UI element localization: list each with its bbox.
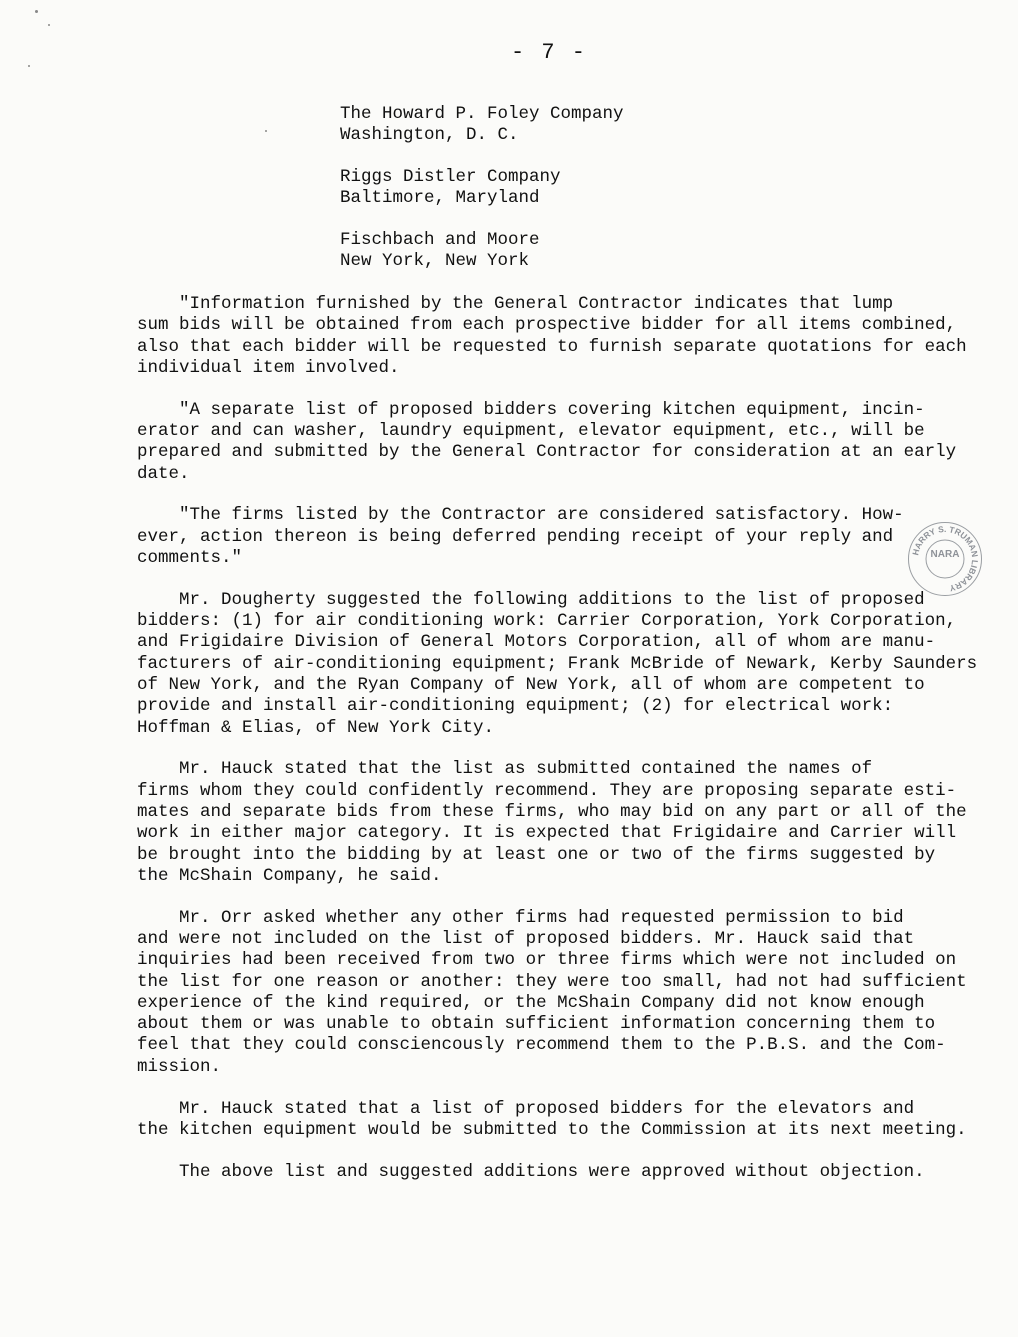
text-line: be brought into the bidding by at least one or two of the firms suggested by: [137, 844, 936, 865]
text-line: erator and can washer, laundry equipment, elevator equipment, etc., will be: [137, 420, 925, 441]
address-company: Riggs Distler Company: [340, 167, 561, 187]
text-line: prepared and submitted by the General Contractor for consideration at an early: [137, 442, 957, 463]
paragraph-separate-list: [137, 400, 967, 485]
text-line: about them or was unable to obtain sufficient information concerning them to: [137, 1014, 936, 1035]
text-line: Mr. Hauck stated that the list as submitted contained the names of: [137, 759, 873, 780]
address-block: [340, 230, 624, 272]
address-company: The Howard P. Foley Company: [340, 104, 624, 124]
text-line: "A separate list of proposed bidders covering kitchen equipment, incin-: [137, 399, 925, 420]
text-line: mission.: [137, 1056, 222, 1077]
text-line: the kitchen equipment would be submitted to the Commission at its next meeting.: [137, 1119, 967, 1140]
text-line: also that each bidder will be requested to furnish separate quotations for each: [137, 336, 967, 357]
text-line: "The firms listed by the Contractor are considered satisfactory. How-: [137, 505, 904, 526]
paragraph-approval: [137, 1162, 967, 1183]
page-number: - 7 -: [510, 40, 587, 65]
paper-speck: [48, 24, 50, 26]
paper-speck: [35, 10, 38, 13]
text-line: provide and install air-conditioning equipment; (2) for electrical work:: [137, 696, 894, 717]
text-line: and were not included on the list of proposed bidders. Mr. Hauck said that: [137, 928, 915, 949]
paragraph-information-furnished: [137, 294, 967, 379]
text-line: Hoffman & Elias, of New York City.: [137, 717, 495, 738]
text-line: facturers of air-conditioning equipment; Frank McBride of Newark, Kerby Saunders: [137, 653, 978, 674]
text-line: "Information furnished by the General Contractor indicates that lump: [137, 294, 894, 314]
text-line: Mr. Orr asked whether any other firms had requested permission to bid: [137, 907, 904, 928]
paragraph-dougherty-additions: [137, 589, 978, 739]
address-block: [340, 104, 624, 146]
stamp-ring-text: HARRY S. TRUMAN LIBRARY: [910, 523, 981, 594]
text-line: Mr. Hauck stated that a list of proposed bidders for the elevators and: [137, 1098, 915, 1119]
text-line: date.: [137, 463, 190, 484]
body-text: [137, 294, 978, 1203]
text-line: of New York, and the Ryan Company of New York, all of whom are competent to: [137, 674, 925, 695]
text-line: and Frigidaire Division of General Motors Corporation, all of whom are manu-: [137, 632, 936, 653]
text-line: comments.": [137, 547, 243, 568]
text-line: inquiries had been received from two or three firms which were not included on: [137, 950, 957, 971]
archive-stamp: [908, 522, 982, 596]
address-company: Fischbach and Moore: [340, 230, 540, 250]
text-line: Mr. Dougherty suggested the following additions to the list of proposed: [137, 589, 925, 610]
paragraph-hauck-list: [137, 759, 967, 887]
text-line: bidders: (1) for air conditioning work: Carrier Corporation, York Corporation,: [137, 611, 957, 632]
recipient-address-list: [340, 104, 624, 293]
text-line: work in either major category. It is expected that Frigidaire and Carrier will: [137, 823, 957, 844]
text-line: individual item involved.: [137, 357, 400, 378]
paper-speck: [28, 65, 30, 67]
text-line: the McShain Company, he said.: [137, 865, 442, 886]
text-line: sum bids will be obtained from each prospective bidder for all items combined,: [137, 315, 957, 336]
text-line: the list for one reason or another: they were too small, had not had sufficient: [137, 971, 967, 992]
address-block: [340, 167, 624, 209]
text-line: The above list and suggested additions were approved without objection.: [137, 1161, 925, 1182]
text-line: firms whom they could confidently recommend. They are proposing separate esti-: [137, 780, 957, 801]
stamp-center-text: NARA: [930, 549, 960, 560]
paragraph-orr-question: [137, 908, 967, 1078]
paragraph-firms-listed: [137, 505, 967, 569]
address-city: Baltimore, Maryland: [340, 188, 540, 208]
paper-speck: [265, 130, 267, 132]
text-line: mates and separate bids from these firms, who may bid on any part or all of the: [137, 801, 967, 822]
paragraph-hauck-elevators: [137, 1099, 967, 1142]
text-line: experience of the kind required, or the McShain Company did not know enough: [137, 992, 925, 1013]
address-city: New York, New York: [340, 251, 530, 271]
text-line: ever, action thereon is being deferred pending receipt of your reply and: [137, 526, 894, 547]
text-line: feel that they could consciencously recommend them to the P.B.S. and the Com-: [137, 1035, 946, 1056]
address-city: Washington, D. C.: [340, 125, 519, 145]
